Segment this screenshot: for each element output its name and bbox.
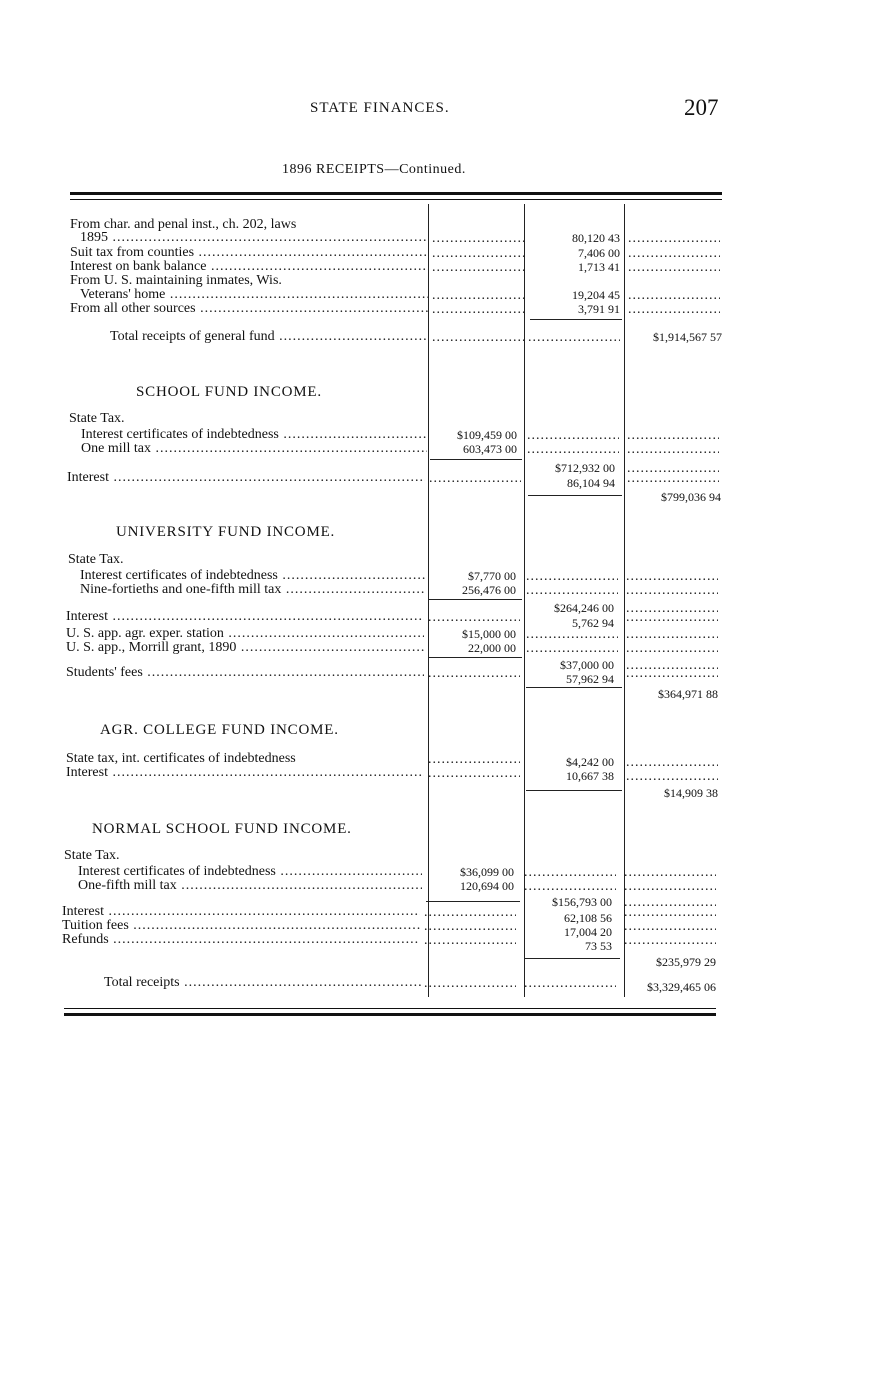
table-row: Interest ..... ..... 5,762 94 .....: [66, 610, 718, 624]
table-row: Interest certificates of indebtedness ..... $36,099 00 ..... .....: [64, 865, 716, 879]
table-row: $37,000 00 .....: [66, 658, 718, 672]
total-row: $14,909 38: [664, 786, 718, 800]
page-number: 207: [684, 95, 719, 120]
table-row: Interest on bank balance ..... ..... 1,713 41 .....: [70, 260, 722, 274]
table-row: $156,793 00 .....: [64, 895, 716, 909]
bottom-rule-thin: [64, 1008, 716, 1009]
grand-total-row: Total receipts ..... ..... ..... $3,329,465 06: [64, 976, 716, 990]
total-row: $364,971 88: [658, 687, 718, 701]
section-heading: SCHOOL FUND INCOME.: [136, 384, 322, 400]
table-row: Interest ..... ..... 86,104 94 .....: [67, 471, 719, 485]
sum-rule: [430, 459, 522, 460]
total-row: Total receipts of general fund ..... ..... ..... $1,914,567 57: [70, 330, 722, 344]
table-row: State Tax.: [68, 553, 124, 567]
table-row: From U. S. maintaining inmates, Wis.: [70, 274, 282, 288]
table-row: Suit tax from counties ..... ..... 7,406 00 .....: [70, 246, 722, 260]
table-row: From char. and penal inst., ch. 202, laws: [70, 218, 297, 232]
sum-rule: [428, 599, 522, 600]
table-row: Interest certificates of indebtedness ..... $7,770 00 ..... .....: [68, 569, 720, 583]
section-heading: AGR. COLLEGE FUND INCOME.: [100, 722, 339, 738]
table-row: Students' fees ..... ..... 57,962 94 .....: [66, 666, 718, 680]
table-row: $712,932 00 .....: [69, 461, 721, 475]
table-row: Veterans' home ..... ..... 19,204 45 .....: [70, 288, 722, 302]
table-row: One mill tax ..... 603,473 00 ..... .....: [69, 442, 721, 456]
table-row: Interest ..... ..... 10,667 38 .....: [66, 766, 718, 780]
total-row: $235,979 29: [656, 955, 716, 969]
table-subtitle: 1896 RECEIPTS—Continued.: [282, 162, 466, 177]
sum-rule: [530, 319, 622, 320]
table-row: State Tax.: [69, 412, 125, 426]
table-row: U. S. app. agr. exper. station ..... $15,000 00 ..... .....: [66, 627, 718, 641]
table-row: State Tax.: [64, 849, 120, 863]
bottom-rule-thick: [64, 1013, 716, 1016]
section-heading: UNIVERSITY FUND INCOME.: [116, 524, 336, 540]
section-heading: NORMAL SCHOOL FUND INCOME.: [92, 821, 352, 837]
table-row: Tuition fees ..... ..... 17,004 20 .....: [62, 919, 714, 933]
table-row: Nine-fortieths and one-fifth mill tax ..... 256,476 00 ..... .....: [68, 583, 720, 597]
total-row: $799,036 94: [661, 490, 721, 504]
table-row: Interest certificates of indebtedness ..... $109,459 00 ..... .....: [69, 428, 721, 442]
table-row: U. S. app., Morrill grant, 1890 ..... 22,000 00 ..... .....: [66, 641, 718, 655]
table-row: Interest ..... ..... 62,108 56 .....: [62, 905, 714, 919]
table-row: 1895 ..... ..... 80,120 43 .....: [70, 231, 722, 245]
table-row: Refunds ..... ..... 73 53 .....: [62, 933, 714, 947]
table-row: From all other sources ..... ..... 3,791 91 .....: [70, 302, 722, 316]
table-row: One-fifth mill tax ..... 120,694 00 ..... .....: [64, 879, 716, 893]
top-rule-thick: [70, 192, 722, 195]
top-rule-thin: [70, 199, 722, 200]
table-row: State tax, int. certificates of indebtedness ..... $4,242 00 .....: [66, 752, 718, 766]
running-title: STATE FINANCES.: [310, 100, 450, 116]
table-row: $264,246 00 .....: [68, 601, 720, 615]
